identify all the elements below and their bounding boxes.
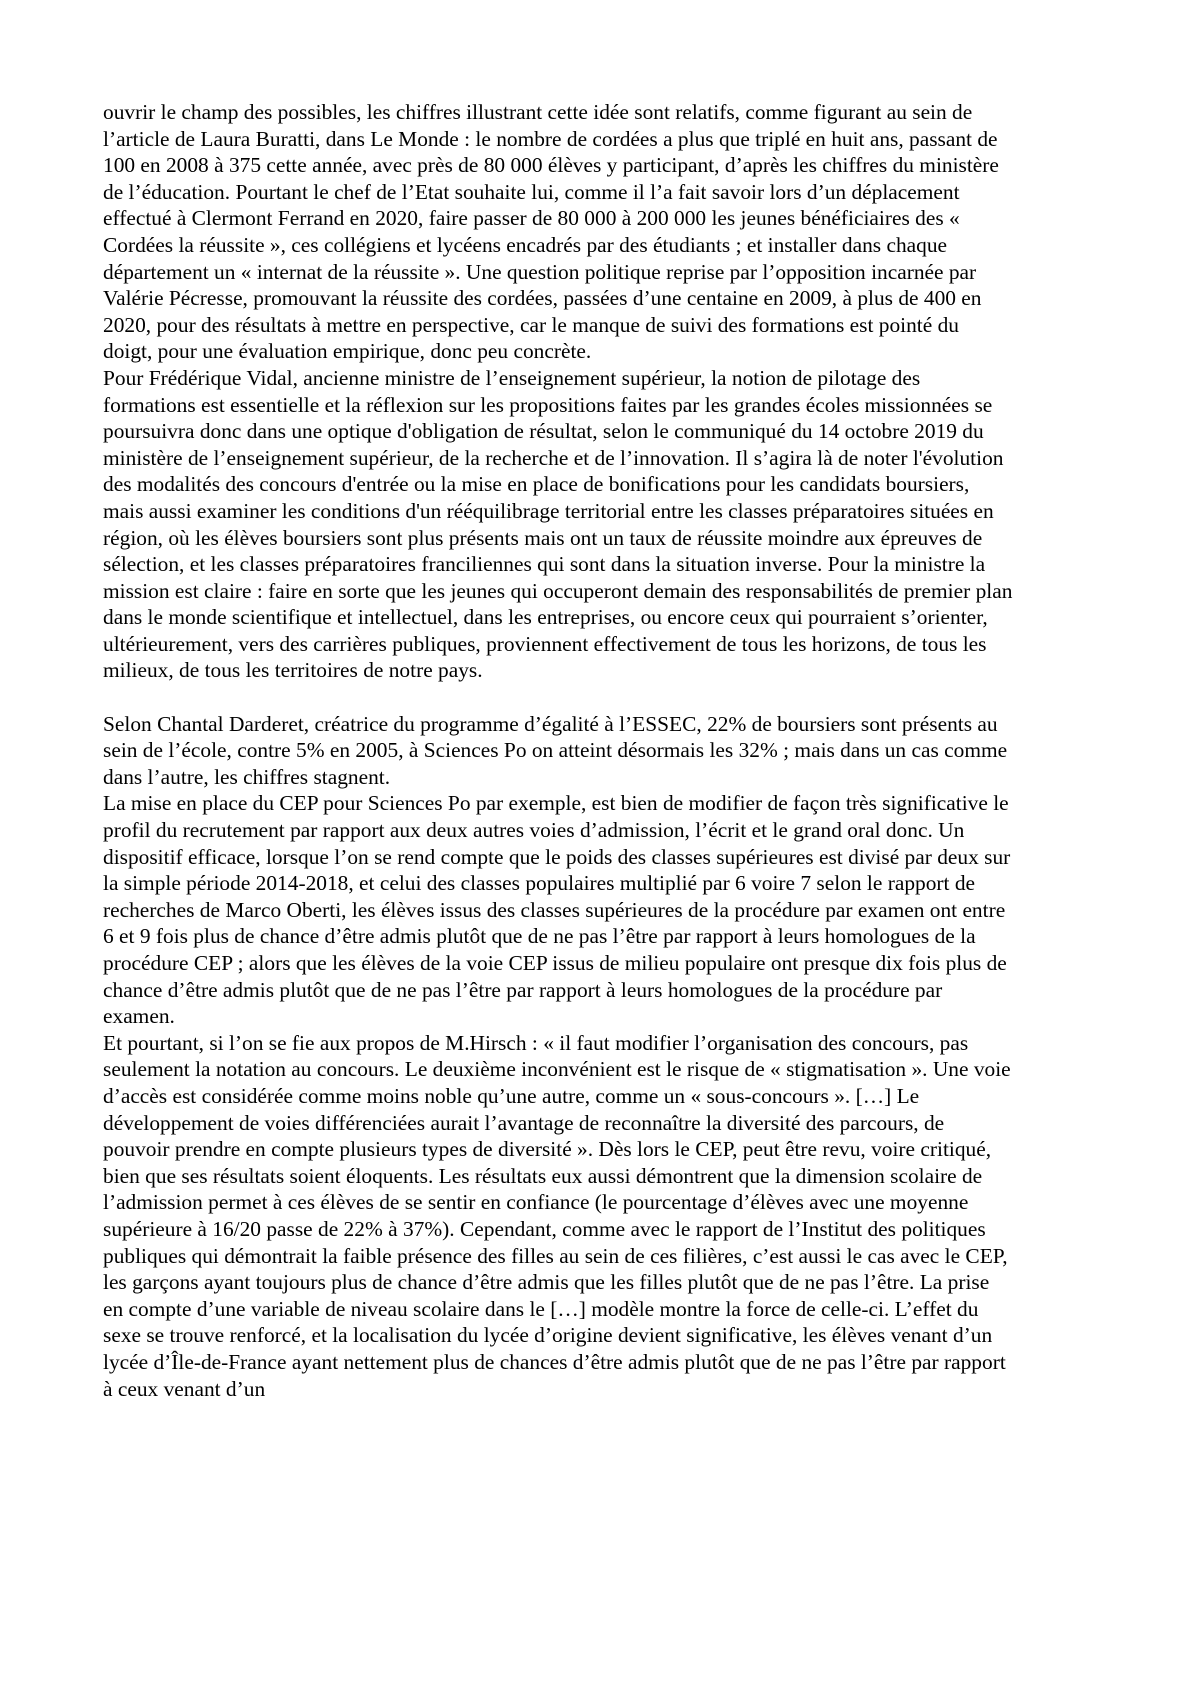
document-body-text (103, 99, 1018, 1402)
paragraph-cep: La mise en place du CEP pour Sciences Po par exemple, est bien de modifier de façon très significative le profil du recrutement par rapport aux deux autres voies d’admission, l’écrit et le grand oral donc. Un dispositif efficace, lorsque l’on se rend compte que le poids des classes supérieures est divisé par deux sur la simple période 2014-2018, et celui des classes populaires multiplié par 6 voire 7 selon le rapport de recherches de Marco Oberti, les élèves issus des classes supérieures de la procédure par examen ont entre 6 et 9 fois plus de chance d’être admis plutôt que de ne pas l’être par rapport à leurs homologues de la procédure CEP ; alors que les élèves de la voie CEP issus de milieu populaire ont presque dix fois plus de chance d’être admis plutôt que de ne pas l’être par rapport à leurs homologues de la procédure par examen. (103, 791, 1016, 1029)
paragraph-hirsch: Et pourtant, si l’on se fie aux propos de M.Hirsch : « il faut modifier l’organisation des concours, pas seulement la notation au concours. Le deuxième inconvénient est le risque de « stigmatisation ». Une voie d’accès est considérée comme moins noble qu’une autre, comme un « sous-concours ». […] Le développement de voies différenciées aurait l’avantage de reconnaître la diversité des parcours, de pouvoir prendre en compte plusieurs types de diversité ». Dès lors le CEP, peut être revu, voire critiqué, bien que ses résultats soient éloquents. Les résultats eux aussi démontrent que la dimension scolaire de l’admission permet à ces élèves de se sentir en confiance (le pourcentage d’élèves avec une moyenne supérieure à 16/20 passe de 22% à 37%). Cependant, comme avec le rapport de l’Institut des politiques publiques qui démontrait la faible présence des filles au sein de ces filières, c’est aussi le cas avec le CEP, les garçons ayant toujours plus de chance d’être admis que les filles plutôt que de ne pas l’être. La prise en compte d’une variable de niveau scolaire dans le […] modèle montre la force de celle-ci. L’effet du sexe se trouve renforcé, et la localisation du lycée d’origine devient significative, les élèves venant d’un lycée d’Île-de-France ayant nettement plus de chances d’être admis plutôt que de ne pas l’être par rapport à ceux venant d’un (103, 1030, 1017, 1401)
paragraph-spacer (103, 684, 1013, 711)
paragraph-vidal: Pour Frédérique Vidal, ancienne ministre de l’enseignement supérieur, la notion de pilotage des formations est essentielle et la réflexion sur les propositions faites par les grandes écoles missionnées se poursuivra donc dans une optique d'obligation de résultat, selon le communiqué du 14 octobre 2019 du ministère de l’enseignement supérieur, de la recherche et de l’innovation. Il s’agira là de noter l'évolution des modalités des concours d'entrée ou la mise en place de bonifications pour les candidats boursiers, mais aussi examiner les conditions d'un rééquilibrage territorial entre les classes préparatoires situées en région, où les élèves boursiers sont plus présents mais ont un taux de réussite moindre aux épreuves de sélection, et les classes préparatoires franciliennes qui sont dans la situation inverse. Pour la ministre la mission est claire : faire en sorte que les jeunes qui occuperont demain des responsabilités de premier plan dans le monde scientifique et intellectuel, dans les entreprises, ou encore ceux qui pourraient s’orienter, ultérieurement, vers des carrières publiques, proviennent effectivement de tous les horizons, de tous les milieux, de tous les territoires de notre pays. (103, 365, 1018, 683)
paragraph-darderet: Selon Chantal Darderet, créatrice du programme d’égalité à l’ESSEC, 22% de boursiers sont présents au sein de l’école, contre 5% en 2005, à Sciences Po on atteint désormais les 32% ; mais dans un cas comme dans l’autre, les chiffres stagnent. (103, 711, 1013, 789)
paragraph-cordees: ouvrir le champ des possibles, les chiffres illustrant cette idée sont relatifs, comme figurant au sein de l’article de Laura Buratti, dans Le Monde : le nombre de cordées a plus que triplé en huit ans, passant de 100 en 2008 à 375 cette année, avec près de 80 000 élèves y participant, d’après les chiffres du ministère de l’éducation. Pourtant le chef de l’Etat souhaite lui, comme il l’a fait savoir lors d’un déplacement effectué à Clermont Ferrand en 2020, faire passer de 80 000 à 200 000 les jeunes bénéficiaires des « Cordées la réussite », ces collégiens et lycéens encadrés par des étudiants ; et installer dans chaque département un « internat de la réussite ». Une question politique reprise par l’opposition incarnée par Valérie Pécresse, promouvant la réussite des cordées, passées d’une centaine en 2009, à plus de 400 en 2020, pour des résultats à mettre en perspective, car le manque de suivi des formations est pointé du doigt, pour une évaluation empirique, donc peu concrète. (103, 100, 1005, 364)
